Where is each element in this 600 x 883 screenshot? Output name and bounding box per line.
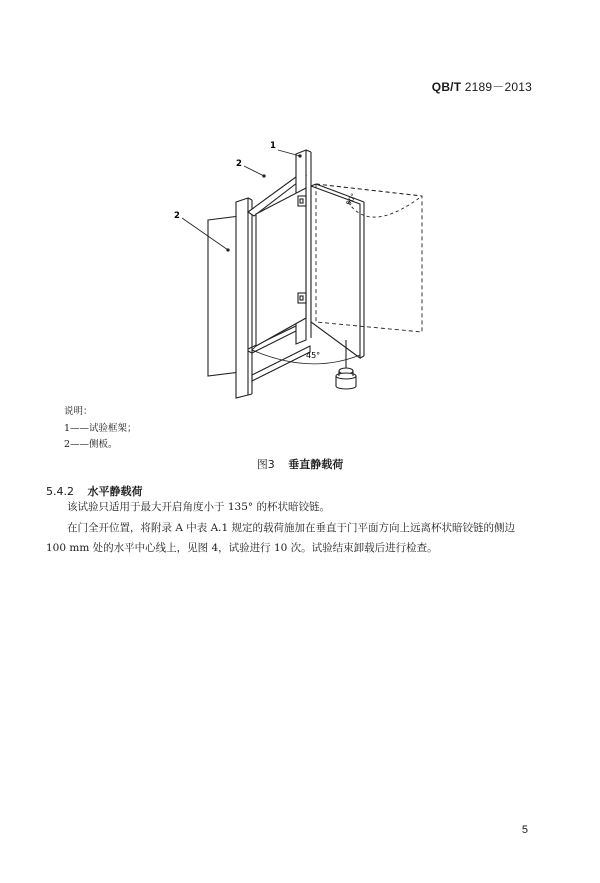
section-title: 水平静载荷: [87, 485, 143, 498]
paragraph-2-continued: 100 mm 处的水平中心线上，见图 4，试验进行 10 次。试验结束卸载后进行检查。: [46, 542, 438, 554]
angle-label-90: 90°: [344, 192, 358, 207]
callout-1: 1: [270, 141, 276, 151]
section-number: 5.4.2: [46, 485, 74, 498]
paragraph-1: 该试验只适用于最大开启角度小于 135° 的杯状暗铰链。: [67, 501, 330, 513]
door-panel: [256, 188, 306, 346]
side-panel-front: [208, 216, 240, 376]
callout-2-top: 2: [236, 159, 242, 169]
standard-number-header: [432, 78, 532, 95]
legend-item-1: 1——试验框架；: [64, 422, 137, 434]
section-body: [46, 497, 546, 559]
standard-year: 2189－2013: [464, 80, 532, 94]
test-frame-drawing: [160, 140, 450, 405]
figure-title: 垂直静载荷: [288, 458, 344, 471]
door-open-panel: [311, 186, 360, 358]
callout-2-left: 2: [174, 211, 180, 221]
callout-leader-2-top: [244, 166, 264, 176]
angle-label-45: 45°: [306, 351, 321, 360]
figure-vertical-static-load: [160, 140, 450, 405]
figure-legend: [64, 404, 137, 454]
callout-leader-1: [278, 150, 300, 156]
figure-number: 图3: [256, 458, 275, 471]
standard-code: QB/T: [431, 80, 462, 94]
page-number: 5: [521, 824, 528, 836]
legend-title: 说明：: [64, 406, 93, 417]
legend-item-2: 2——侧板。: [64, 439, 118, 450]
frame-front-post: [236, 198, 248, 398]
figure-caption: [0, 456, 600, 472]
paragraph-2: 在门全开位置，将附录 A 中表 A.1 规定的载荷施加在垂直于门平面方向上远离杯状暗铰链的侧边: [67, 521, 516, 534]
